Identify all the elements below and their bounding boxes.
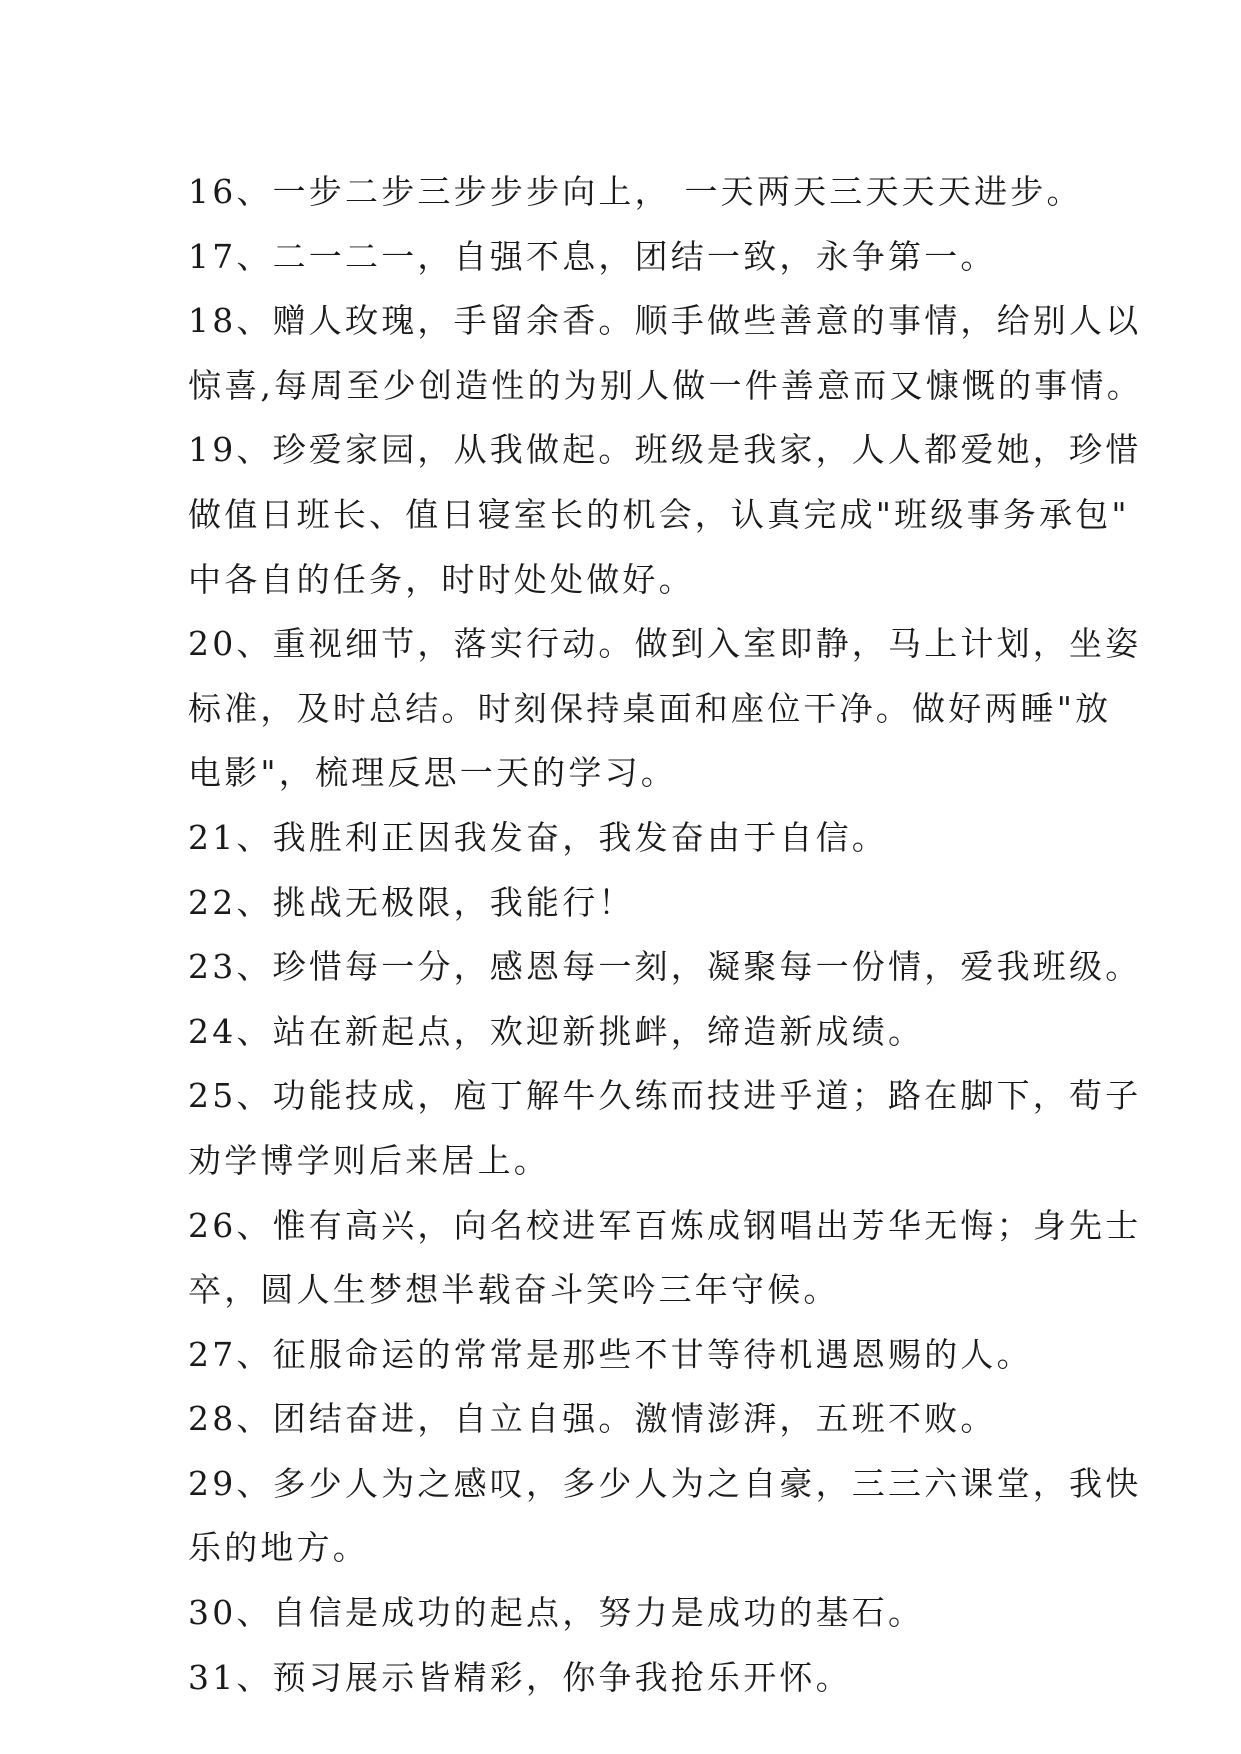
text-line: 22、挑战无极限，我能行！ <box>188 882 635 922</box>
text-line: 28、团结奋进，自立自强。激情澎湃，五班不败。 <box>188 1399 997 1439</box>
document-body <box>188 160 1143 1710</box>
text-line: 30、自信是成功的起点，努力是成功的基石。 <box>188 1593 925 1633</box>
text-line: 乐的地方。 <box>188 1528 369 1568</box>
text-line: 标准，及时总结。时刻保持桌面和座位干净。做好两睡"放 <box>188 688 1112 728</box>
text-line: 29、多少人为之感叹，多少人为之自豪，三三六课堂，我快 <box>188 1463 1142 1503</box>
text-line: 26、惟有高兴，向名校进军百炼成钢唱出芳华无悔；身先士 <box>188 1205 1142 1245</box>
text-line: 16、一步二步三步步步向上， 一天两天三天天天进步。 <box>188 172 1083 211</box>
text-line: 做值日班长、值日寝室长的机会，认真完成"班级事务承包" <box>188 494 1130 534</box>
text-line: 21、我胜利正因我发奋，我发奋由于自信。 <box>188 817 888 857</box>
text-line: 31、预习展示皆精彩，你争我抢乐开怀。 <box>188 1657 852 1697</box>
text-line: 27、征服命运的常常是那些不甘等待机遇恩赐的人。 <box>188 1334 1033 1374</box>
text-line: 中各自的任务，时时处处做好。 <box>188 559 695 599</box>
text-line: 20、重视细节，落实行动。做到入室即静，马上计划，坐姿 <box>188 624 1142 664</box>
text-line: 17、二一二一，自强不息，团结一致，永争第一。 <box>188 236 997 276</box>
text-line: 劝学博学则后来居上。 <box>188 1140 550 1180</box>
text-line: 25、功能技成，庖丁解牛久练而技进乎道；路在脚下，荀子 <box>188 1076 1142 1116</box>
text-line: 惊喜,每周至少创造性的为别人做一件善意而又慷慨的事情。 <box>188 365 1143 405</box>
text-line: 18、赠人玫瑰，手留余香。顺手做些善意的事情，给别人以 <box>188 301 1142 341</box>
text-line: 24、站在新起点，欢迎新挑衅，缔造新成绩。 <box>188 1011 925 1051</box>
text-line: 23、珍惜每一分，感恩每一刻，凝聚每一份情，爱我班级。 <box>188 947 1142 987</box>
text-line: 19、珍爱家园，从我做起。班级是我家，人人都爱她，珍惜 <box>188 430 1142 470</box>
text-line: 卒，圆人生梦想半载奋斗笑吟三年守候。 <box>188 1270 840 1310</box>
text-line: 电影"，梳理反思一天的学习。 <box>188 753 677 793</box>
